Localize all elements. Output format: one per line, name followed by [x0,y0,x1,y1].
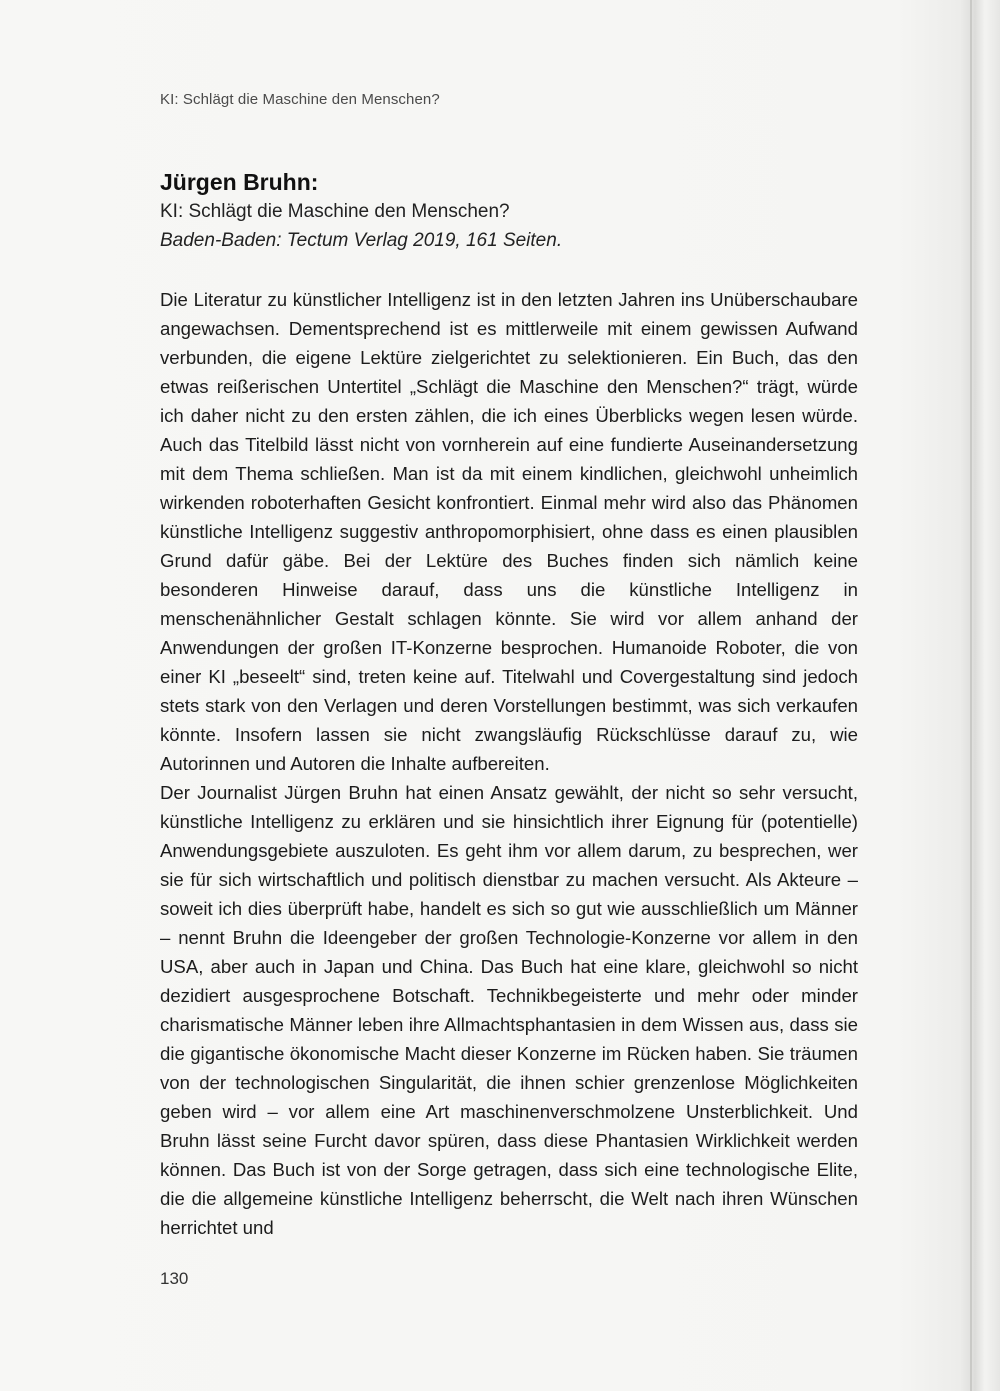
review-body [160,285,858,1242]
review-publication-info: Baden-Baden: Tectum Verlag 2019, 161 Seiten. [160,230,563,251]
paragraph-1: Die Literatur zu künstlicher Intelligenz ist in den letzten Jahren ins Unüberschaubare angewachsen. Dementsprechend ist es mittlerweile mit einem gewissen Aufwand verbunden, die eigene Lektüre zielgerichtet zu selektionieren. Ein Buch, das den etwas reißerischen Untertitel „Schlägt die Maschine den Menschen?“ trägt, würde ich daher nicht zu den ersten zählen, die ich eines Überblicks wegen lesen würde. Auch das Titelbild lässt nicht von vornherein auf eine fundierte Auseinandersetzung mit dem Thema schließen. Man ist da mit einem kindlichen, gleichwohl unheimlich wirkenden roboterhaften Gesicht konfrontiert. Einmal mehr wird also das Phänomen künstliche Intelligenz suggestiv anthropomorphisiert, ohne dass es einen plausiblen Grund dafür gäbe. Bei der Lektüre des Buches finden sich nämlich keine besonderen Hinweise darauf, dass uns die künstliche Intelligenz in menschenähnlicher Gestalt schlagen könnte. Sie wird vor allem anhand der Anwendungen der großen IT-Konzerne besprochen. Humanoide Roboter, die von einer KI „beseelt“ sind, treten keine auf. Titelwahl und Covergestaltung sind jedoch stets stark von den Verlagen und deren Vorstellungen bestimmt, was sich verkaufen könnte. Insofern lassen sie nicht zwangsläufig Rückschlüsse darauf zu, wie Autorinnen und Autoren die Inhalte aufbereiten. [160,289,858,774]
running-head: KI: Schlägt die Maschine den Menschen? [160,91,440,108]
page-number: 130 [160,1269,189,1288]
review-book-title: KI: Schlägt die Maschine den Menschen? [160,201,510,222]
review-author: Jürgen Bruhn: [160,169,319,195]
page-edge [970,0,972,1391]
paragraph-2: Der Journalist Jürgen Bruhn hat einen Ansatz gewählt, der nicht so sehr versucht, künstliche Intelligenz zu erklären und sie hinsichtlich ihrer Eignung für (potentielle) Anwendungsgebiete auszuloten. Es geht ihm vor allem darum, zu besprechen, wer sie für sich wirtschaftlich und politisch dienstbar zu machen versucht. Als Akteure – soweit ich dies überprüft habe, handelt es sich so gut wie ausschließlich um Männer – nennt Bruhn die Ideengeber der großen Technologie-Konzerne vor allem in den USA, aber auch in Japan und China. Das Buch hat eine klare, gleichwohl so nicht dezidiert ausgesprochene Botschaft. Technikbegeisterte und mehr oder minder charismatische Männer leben ihre Allmachtsphantasien in dem Wissen aus, dass sie die gigantische ökonomische Macht dieser Konzerne im Rücken haben. Sie träumen von der technologischen Singularität, die ihnen schier grenzenlose Möglichkeiten geben wird – vor allem eine Art maschinenverschmolzene Unsterblichkeit. Und Bruhn lässt seine Furcht davor spüren, dass diese Phantasien Wirklichkeit werden können. Das Buch ist von der Sorge getragen, dass sich eine technologische Elite, die die allgemeine künstliche Intelligenz beherrscht, die Welt nach ihren Wünschen herrichtet und [160,782,858,1238]
